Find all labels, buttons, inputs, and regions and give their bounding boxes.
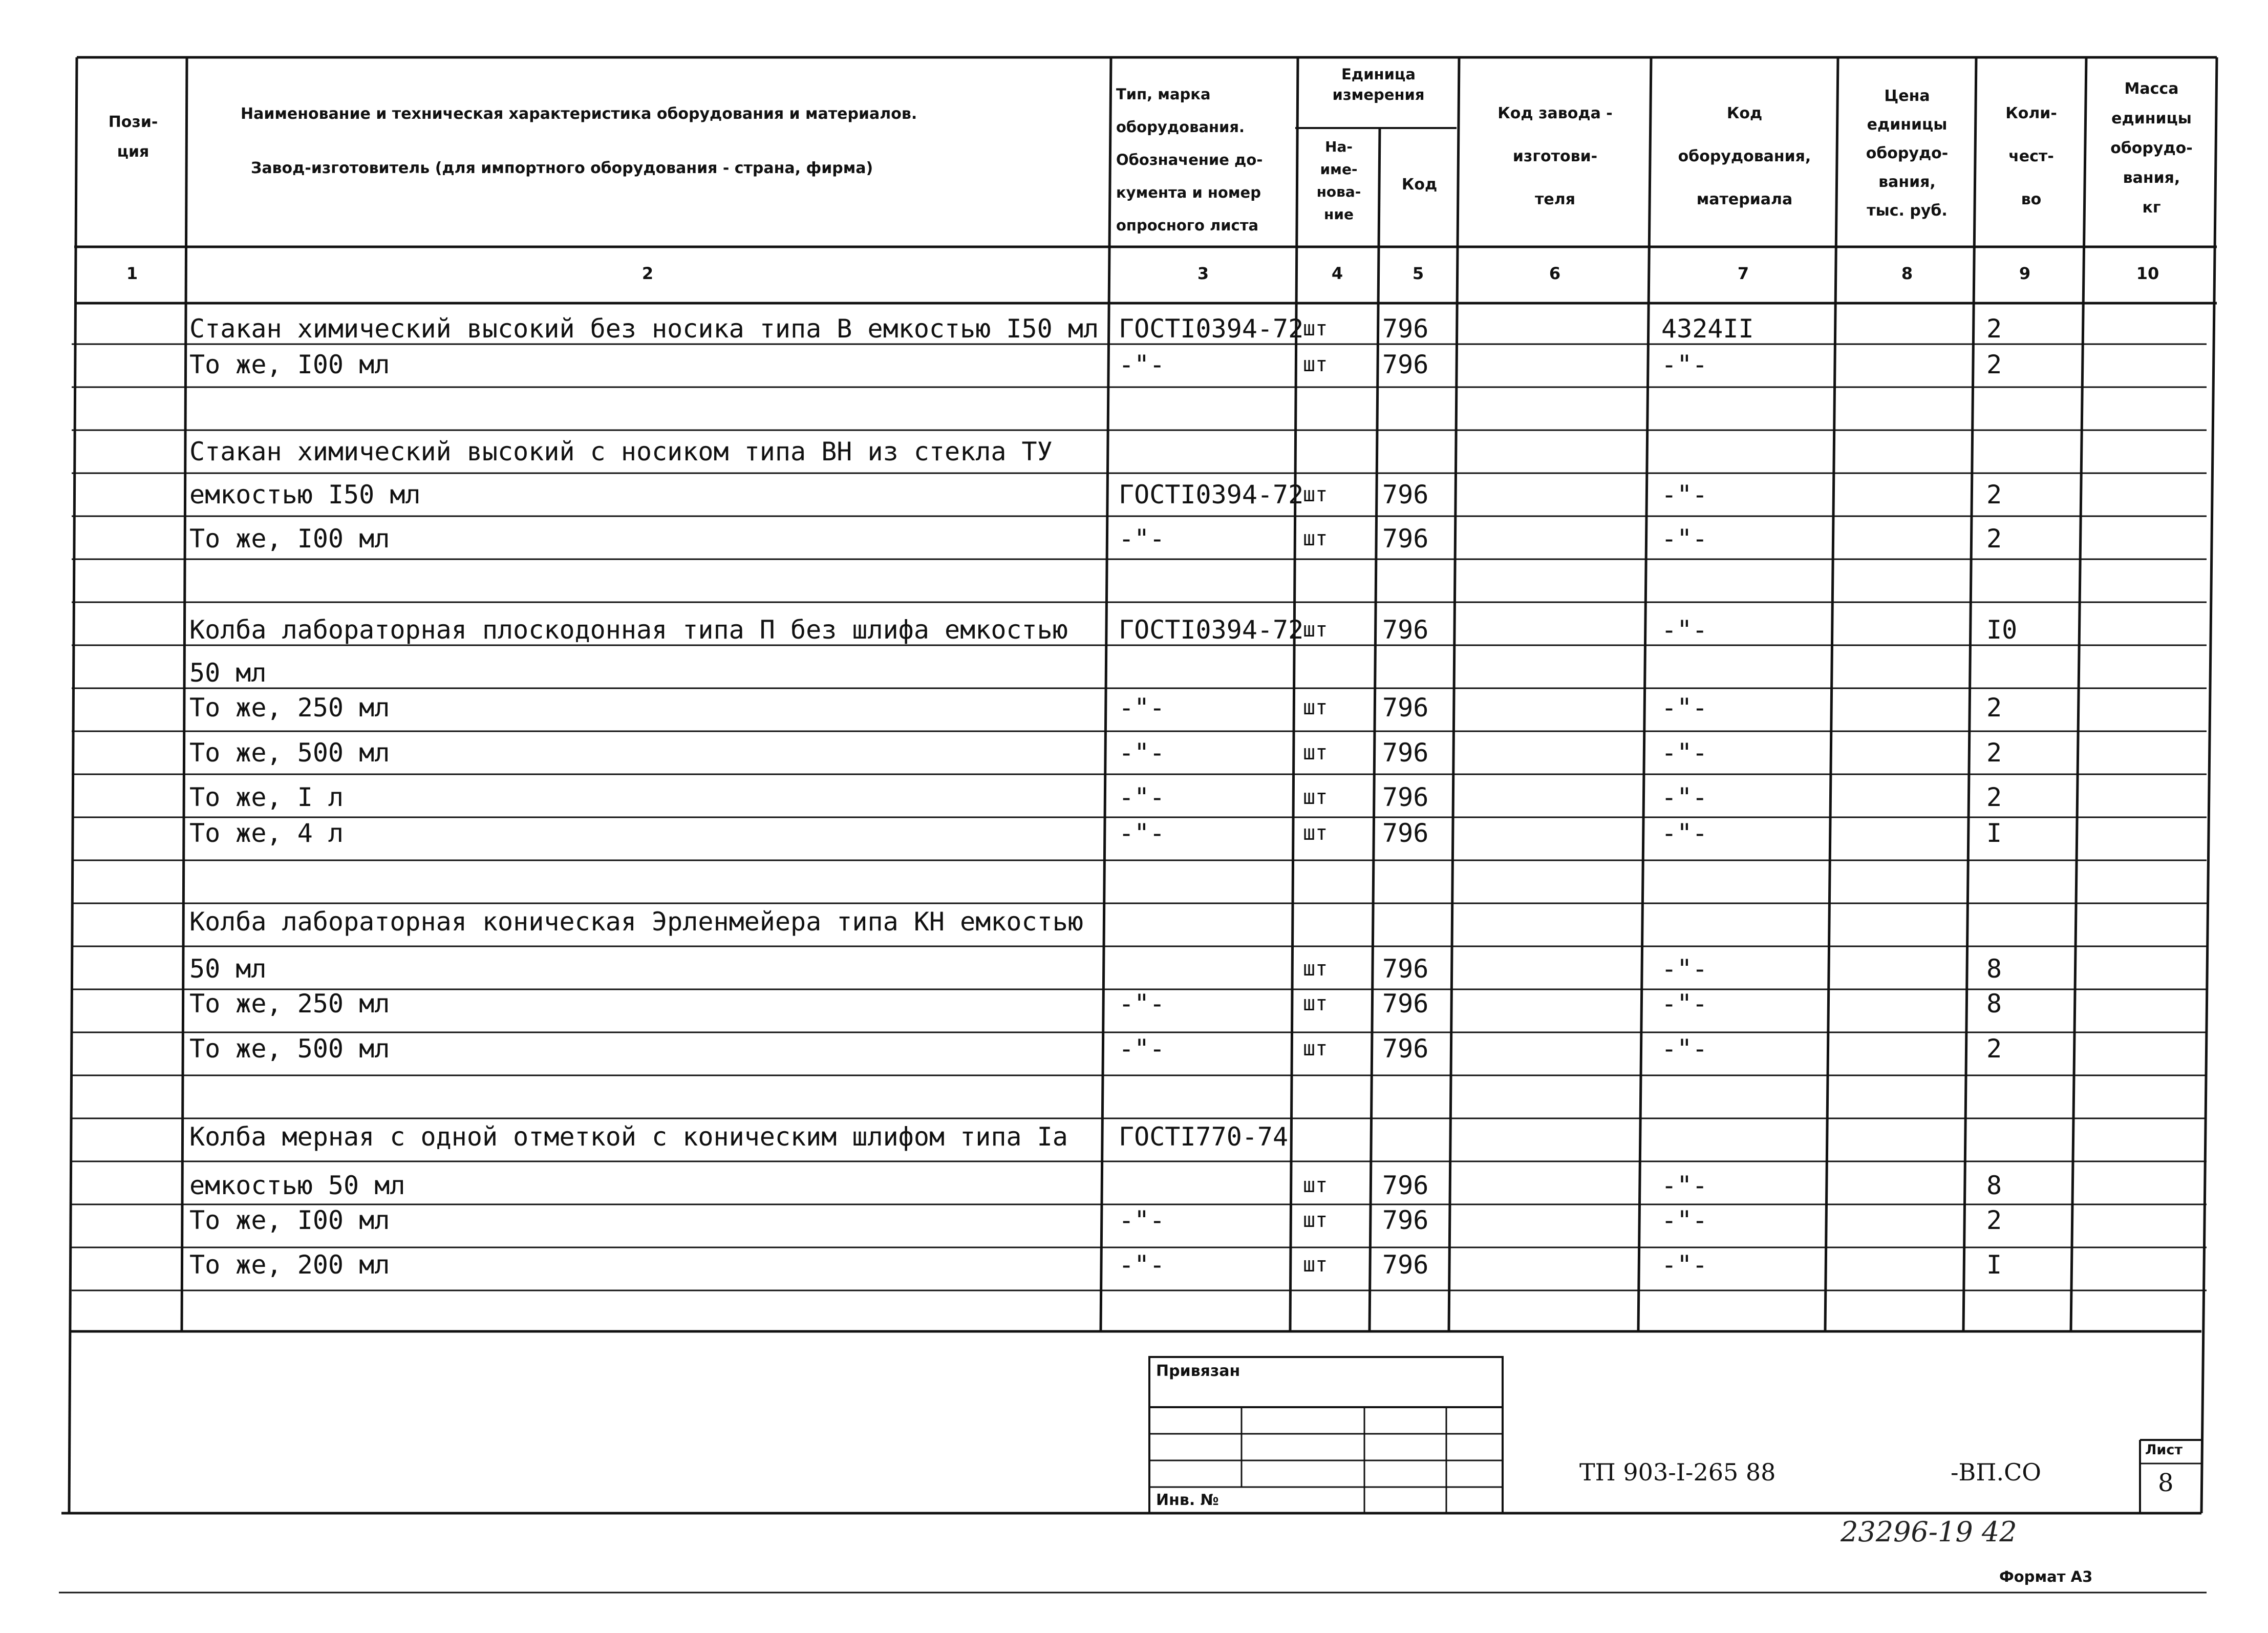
row-equipment-code: -"- xyxy=(1661,1205,1708,1235)
row-equipment-code: -"- xyxy=(1661,693,1708,723)
row-document: -"- xyxy=(1119,350,1165,379)
row-document: -"- xyxy=(1119,1205,1165,1235)
row-unit-name: шт xyxy=(1303,527,1328,550)
row-document: -"- xyxy=(1119,1250,1165,1280)
row-unit-code: 796 xyxy=(1382,524,1429,554)
document-number: ТП 903-I-265 88 xyxy=(1579,1458,1776,1486)
row-quantity: I xyxy=(1986,1250,2002,1280)
row-equipment-code: -"- xyxy=(1661,954,1708,984)
row-name: То же, 4 л xyxy=(189,818,344,848)
row-unit-name: шт xyxy=(1303,957,1328,981)
header-price: Цена единицы оборудо- вания, тыс. руб. xyxy=(1866,87,1949,220)
row-unit-name: шт xyxy=(1303,1253,1328,1277)
row-name: То же, 250 мл xyxy=(189,989,390,1019)
column-number-4: 4 xyxy=(1331,264,1343,283)
column-number-3: 3 xyxy=(1197,264,1209,283)
row-document: -"- xyxy=(1119,818,1165,848)
row-name: То же, I00 мл xyxy=(189,350,390,379)
row-unit-name: шт xyxy=(1303,1037,1328,1061)
row-quantity: 2 xyxy=(1986,782,2002,812)
row-document: -"- xyxy=(1119,693,1165,723)
document-suffix: -ВП.СО xyxy=(1951,1458,2041,1486)
row-unit-code: 796 xyxy=(1382,738,1429,768)
row-equipment-code: 4324II xyxy=(1661,314,1754,344)
row-quantity: 8 xyxy=(1986,954,2002,984)
sheet-label: Лист xyxy=(2145,1442,2183,1458)
header-unit-group: Единица измерения xyxy=(1332,66,1425,103)
row-unit-code: 796 xyxy=(1382,818,1429,848)
row-unit-code: 796 xyxy=(1382,1034,1429,1064)
row-quantity: I xyxy=(1986,818,2002,848)
row-equipment-code: -"- xyxy=(1661,480,1708,510)
row-document: ГОСТI0394-72 xyxy=(1119,314,1304,344)
row-quantity: 8 xyxy=(1986,1171,2002,1200)
column-number-5: 5 xyxy=(1412,264,1424,283)
row-quantity: 2 xyxy=(1986,524,2002,554)
row-name: Колба лабораторная коническая Эрленмейера типа КН емкостью xyxy=(189,907,1083,937)
column-number-10: 10 xyxy=(2136,264,2159,283)
row-unit-code: 796 xyxy=(1382,615,1429,645)
row-unit-code: 796 xyxy=(1382,314,1429,344)
row-name: Колба мерная с одной отметкой с коническим шлифом типа Iа xyxy=(189,1122,1068,1152)
handwritten-inventory-number: 23296-19 42 xyxy=(1841,1516,2017,1548)
row-unit-code: 796 xyxy=(1382,989,1429,1019)
row-document: -"- xyxy=(1119,1034,1165,1064)
header-position: Пози- ция xyxy=(108,113,158,161)
sheet-number: 8 xyxy=(2158,1469,2174,1497)
row-unit-name: шт xyxy=(1303,786,1328,809)
row-quantity: 2 xyxy=(1986,314,2002,344)
row-unit-code: 796 xyxy=(1382,1171,1429,1200)
row-document: -"- xyxy=(1119,782,1165,812)
row-quantity: 8 xyxy=(1986,989,2002,1019)
row-quantity: 2 xyxy=(1986,738,2002,768)
row-equipment-code: -"- xyxy=(1661,782,1708,812)
header-mass: Масса единицы оборудо- вания, кг xyxy=(2110,80,2193,217)
row-unit-code: 796 xyxy=(1382,1250,1429,1280)
row-document: -"- xyxy=(1119,989,1165,1019)
row-name: емкостью 50 мл xyxy=(189,1171,405,1200)
header-name-line2: Завод-изготовитель (для импортного оборудования - страна, фирма) xyxy=(251,159,873,177)
row-name: емкостью I50 мл xyxy=(189,480,421,510)
stamp-inv-label: Инв. № xyxy=(1156,1491,1219,1509)
row-unit-name: шт xyxy=(1303,618,1328,642)
row-equipment-code: -"- xyxy=(1661,1250,1708,1280)
header-equipment-code: Код оборудования, материала xyxy=(1678,104,1811,208)
column-number-1: 1 xyxy=(126,264,138,283)
column-number-7: 7 xyxy=(1737,264,1749,283)
row-name: Стакан химический высокий без носика типа В емкостью I50 мл xyxy=(189,314,1099,344)
row-unit-name: шт xyxy=(1303,696,1328,719)
row-name: То же, I00 мл xyxy=(189,524,390,554)
column-number-9: 9 xyxy=(2019,264,2031,283)
row-document: -"- xyxy=(1119,524,1165,554)
row-equipment-code: -"- xyxy=(1661,1171,1708,1200)
row-unit-code: 796 xyxy=(1382,1205,1429,1235)
row-name: 50 мл xyxy=(189,954,267,984)
column-number-2: 2 xyxy=(641,264,654,283)
header-name-line1: Наименование и техническая характеристика оборудования и материалов. xyxy=(241,105,917,123)
header-manufacturer-code: Код завода - изготови- теля xyxy=(1497,104,1613,208)
stamp-attached-label: Привязан xyxy=(1156,1362,1240,1380)
row-unit-name: шт xyxy=(1303,317,1328,341)
row-document: ГОСТI0394-72 xyxy=(1119,480,1304,510)
header-unit-code: Код xyxy=(1401,176,1438,194)
row-unit-name: шт xyxy=(1303,1208,1328,1232)
row-name: То же, 500 мл xyxy=(189,1034,390,1064)
row-document: -"- xyxy=(1119,738,1165,768)
row-unit-code: 796 xyxy=(1382,480,1429,510)
row-document: ГОСТI0394-72 xyxy=(1119,615,1304,645)
row-name: То же, I00 мл xyxy=(189,1205,390,1235)
row-equipment-code: -"- xyxy=(1661,818,1708,848)
row-equipment-code: -"- xyxy=(1661,524,1708,554)
row-name: То же, I л xyxy=(189,782,344,812)
row-unit-name: шт xyxy=(1303,1174,1328,1197)
row-unit-name: шт xyxy=(1303,353,1328,376)
row-equipment-code: -"- xyxy=(1661,350,1708,379)
row-equipment-code: -"- xyxy=(1661,738,1708,768)
paper-format: Формат А3 xyxy=(1999,1568,2093,1585)
row-unit-name: шт xyxy=(1303,741,1328,765)
row-name: То же, 200 мл xyxy=(189,1250,390,1280)
column-number-6: 6 xyxy=(1549,264,1561,283)
column-number-8: 8 xyxy=(1901,264,1913,283)
row-unit-code: 796 xyxy=(1382,782,1429,812)
row-name: То же, 500 мл xyxy=(189,738,390,768)
row-name: Колба лабораторная плоскодонная типа П без шлифа емкостью xyxy=(189,615,1068,645)
row-unit-name: шт xyxy=(1303,992,1328,1015)
header-type: Тип, марка оборудования. Обозначение до- кумента и номер опросного листа xyxy=(1116,86,1263,234)
row-document: ГОСТI770-74 xyxy=(1119,1122,1289,1152)
header-quantity: Коли- чест- во xyxy=(2005,104,2057,208)
row-unit-code: 796 xyxy=(1382,693,1429,723)
row-quantity: 2 xyxy=(1986,1034,2002,1064)
row-name: То же, 250 мл xyxy=(189,693,390,723)
row-unit-name: шт xyxy=(1303,821,1328,845)
row-equipment-code: -"- xyxy=(1661,989,1708,1019)
row-equipment-code: -"- xyxy=(1661,615,1708,645)
row-name: Стакан химический высокий с носиком типа ВН из стекла ТУ xyxy=(189,437,1053,466)
row-equipment-code: -"- xyxy=(1661,1034,1708,1064)
row-quantity: 2 xyxy=(1986,1205,2002,1235)
header-unit-name: На- име- нова- ние xyxy=(1316,138,1361,223)
row-name: 50 мл xyxy=(189,658,267,688)
row-unit-name: шт xyxy=(1303,483,1328,506)
row-quantity: 2 xyxy=(1986,350,2002,379)
row-quantity: 2 xyxy=(1986,480,2002,510)
row-unit-code: 796 xyxy=(1382,350,1429,379)
row-quantity: 2 xyxy=(1986,693,2002,723)
row-quantity: I0 xyxy=(1986,615,2018,645)
row-unit-code: 796 xyxy=(1382,954,1429,984)
